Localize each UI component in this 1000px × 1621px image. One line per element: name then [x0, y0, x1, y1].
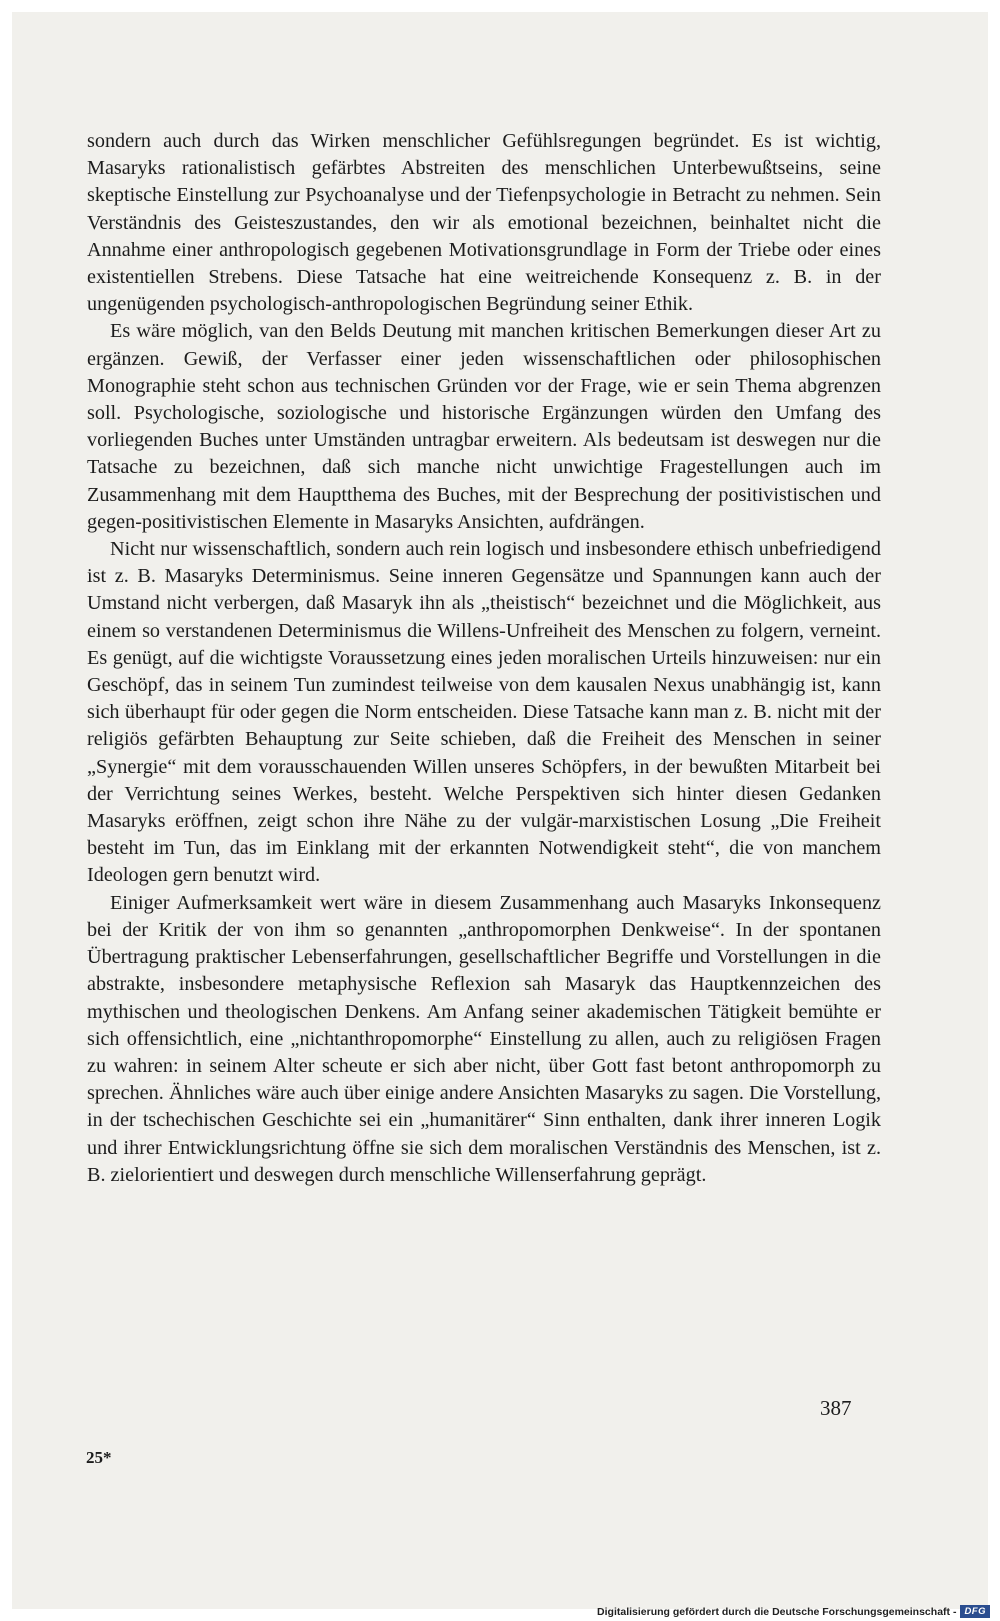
paragraph-3: Nicht nur wissenschaftlich, sondern auch rein logisch und insbesondere ethisch unbefriedigend ist z. B. Masaryks Determinismus. Seine inneren Gegensätze und Spannungen kann auch der Umstand nicht verbergen, daß Masaryk ihn als „theistisch“ bezeichnet und die Möglichkeit, aus einem so verstandenen Determinismus die Willens-Unfreiheit des Menschen zu folgern, verneint. Es genügt, auf die wichtigste Voraussetzung eines jeden moralischen Urteils hinzuweisen: nur ein Geschöpf, das in seinem Tun zumindest teilweise von dem kausalen Nexus unabhängig ist, kann sich überhaupt für oder gegen die Norm entscheiden. Diese Tatsache kann man z. B. nicht mit der religiös gefärbten Behauptung zur Seite schieben, daß die Freiheit des Menschen in seiner „Synergie“ mit dem vorausschauenden Willen unseres Schöpfers, in der bewußten Mitarbeit bei der Verrichtung seines Werkes, besteht. Welche Perspektiven sich hinter diesen Gedanken Masaryks eröffnen, zeigt schon ihre Nähe zu der vulgär-marxistischen Losung „Die Freiheit besteht im Tun, das im Einklang mit der erkannten Notwendigkeit steht“, die von manchem Ideologen gern benutzt wird. — [87, 538, 881, 887]
page-sheet — [12, 12, 988, 1609]
page-number: 387 — [820, 1396, 852, 1420]
body-text — [87, 128, 881, 1189]
footer-text: Digitalisierung gefördert durch die Deutsche Forschungsgemeinschaft - — [597, 1605, 957, 1618]
paragraph-4: Einiger Aufmerksamkeit wert wäre in diesem Zusammenhang auch Masaryks Inkonsequenz bei der Kritik der von ihm so genannten „anthropomorphen Denkweise“. In der spontanen Übertragung praktischer Lebenserfahrungen, gesellschaftlicher Begriffe und Vorstellungen in die abstrakte, insbesondere metaphysische Reflexion sah Masaryk das Hauptkennzeichen des mythischen und theologischen Denkens. Am Anfang seiner akademischen Tätigkeit bemühte er sich offensichtlich, eine „nichtanthropomorphe“ Einstellung zu allen, auch zu religiösen Fragen zu wahren: in seinem Alter scheute er sich aber nicht, über Gott fast betont anthropomorph zu sprechen. Ähnliches wäre auch über einige andere Ansichten Masaryks zu sagen. Die Vorstellung, in der tschechischen Geschichte sei ein „humanitärer“ Sinn enthalten, dank ihrer inneren Logik und ihrer Entwicklungsrichtung öffne sie sich dem moralischen Verständnis des Menschen, ist z. B. zielorientiert und deswegen durch menschliche Willenserfahrung geprägt. — [87, 891, 881, 1186]
paragraph-2: Es wäre möglich, van den Belds Deutung mit manchen kritischen Bemerkungen dieser Art zu ergänzen. Gewiß, der Verfasser einer jeden wissenschaftlichen oder philosophischen Monographie steht schon aus technischen Gründen vor der Frage, wie er sein Thema abgrenzen soll. Psychologische, soziologische und historische Ergänzungen würden den Umfang des vorliegenden Buches unter Umständen untragbar erweitern. Als bedeutsam ist deswegen nur die Tatsache zu bezeichnen, daß sich manche nicht unwichtige Fragestellungen auch im Zusammenhang mit dem Hauptthema des Buches, mit der Besprechung der positivistischen und gegen-positivistischen Elemente in Masaryks Ansichten, aufdrängen. — [87, 320, 881, 533]
paragraph-1: sondern auch durch das Wirken menschlicher Gefühlsregungen begründet. Es ist wichtig, Masaryks rationalistisch gefärbtes Abstreiten des menschlichen Unterbewußtseins, seine skeptische Einstellung zur Psychoanalyse und der Tiefenpsychologie in Betracht zu nehmen. Sein Verständnis des Geisteszustandes, den wir als emotional bezeichnen, beinhaltet nicht die Annahme einer anthropologisch gegebenen Motivationsgrundlage in Form der Triebe oder eines existentiellen Strebens. Diese Tatsache hat eine weitreichende Konsequenz z. B. in der ungenügenden psychologisch-anthropologischen Begründung seiner Ethik. — [87, 130, 881, 316]
digitization-footer — [597, 1605, 990, 1618]
signature-mark: 25* — [86, 1448, 112, 1467]
dfg-logo-icon: DFG — [960, 1605, 990, 1618]
